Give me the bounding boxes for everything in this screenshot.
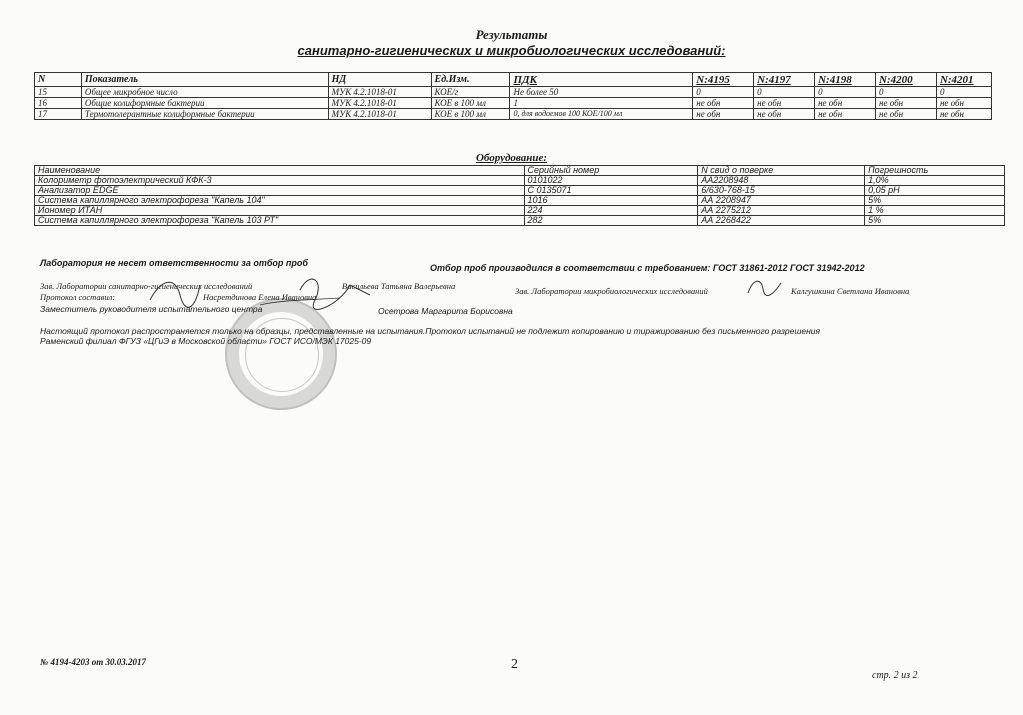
results-table [34,72,992,120]
cell: не обн [876,109,937,120]
cell: 0 [936,87,991,98]
table-row [35,176,1005,186]
cell: МУК 4.2.1018-01 [328,98,431,109]
equipment-table [34,165,1005,226]
protocol-name: Насретдинова Елена Ивановна [203,292,317,302]
cell: Термотолерантные колиформные бактерии [81,109,328,120]
micro-name: Калгушкина Светлана Ивановна [791,286,910,296]
deputy-role: Заместитель руководителя испытательного центра [40,304,263,314]
deputy-name: Осетрова Маргарита Борисовна [378,306,513,316]
lab-disclaimer: Лаборатория не несет ответственности за отбор проб [40,258,308,268]
cell: 16 [35,98,82,109]
cell: 0 [754,87,815,98]
micro-role: Зав. Лаборатории микробиологических исследований [515,286,708,296]
cell: 282 [524,216,698,226]
cell: 0 [876,87,937,98]
cell: 0 [693,87,754,98]
protocol-role: Протокол составил: [40,292,116,302]
signature-micro [745,275,785,299]
col-nd: НД [328,73,431,87]
cell: 15 [35,87,82,98]
cell: КОЕ в 100 мл [431,109,510,120]
cell: АА 2275212 [698,206,865,216]
table-row [35,206,1005,216]
col-4195: N:4195 [693,73,754,87]
cell: 0101022 [524,176,698,186]
sanhyg-name: Васильева Татьяна Валерьевна [342,281,456,291]
cell: не обн [815,109,876,120]
cell: 0 [815,87,876,98]
cell: Система капиллярного электрофореза "Капель 104" [35,196,525,206]
col-name: Наименование [35,166,525,176]
cell: не обн [876,98,937,109]
cell: 1 % [865,206,1005,216]
cell: не обн [815,98,876,109]
cell: Не более 50 [510,87,693,98]
table-row [35,186,1005,196]
cell: 0,05 pH [865,186,1005,196]
cell: МУК 4.2.1018-01 [328,87,431,98]
document-number: № 4194-4203 от 30.03.2017 [40,657,146,667]
cell: не обн [754,109,815,120]
handwritten-signatures [140,270,380,320]
col-indicator: Показатель [81,73,328,87]
cell: Общие колиформные бактерии [81,98,328,109]
col-serial: Серийный номер [524,166,698,176]
disclaimer-line2: Раменский филиал ФГУЗ «ЦГиЭ в Московской области» ГОСТ ИСО/МЭК 17025-09 [40,336,372,346]
col-4200: N:4200 [876,73,937,87]
page-number: 2 [511,657,518,672]
col-4198: N:4198 [815,73,876,87]
table-row [35,87,992,98]
sanhyg-role: Зав. Лаборатории санитарно-гигиенических исследований [40,281,253,291]
results-header-row [35,73,992,87]
cell: Иономер ИТАН [35,206,525,216]
cell: 224 [524,206,698,216]
equipment-title: Оборудование: [475,152,548,164]
col-4197: N:4197 [754,73,815,87]
cell: КОЕ в 100 мл [431,98,510,109]
cell: 1016 [524,196,698,206]
cell: 17 [35,109,82,120]
results-subtitle: санитарно-гигиенических и микробиологических исследований: [297,43,726,58]
cell: МУК 4.2.1018-01 [328,109,431,120]
cell: С 0135071 [524,186,698,196]
page-of: стр. 2 из 2 [872,670,918,681]
table-row [35,216,1005,226]
col-n: N [35,73,82,87]
cell: 5% [865,196,1005,206]
sampling-standard: Отбор проб производился в соответствии с требованием: ГОСТ 31861-2012 ГОСТ 31942-2012 [430,263,865,273]
cell: не обн [936,109,991,120]
cell: не обн [693,109,754,120]
col-pdk: ПДК [510,73,693,87]
results-title: Результаты [475,27,548,42]
equipment-header-row [35,166,1005,176]
cell: 0, для водоемов 100 КОЕ/100 мл [510,109,693,120]
col-error: Погрешность [865,166,1005,176]
cell: АА2208948 [698,176,865,186]
col-4201: N:4201 [936,73,991,87]
table-row [35,196,1005,206]
col-unit: Ед.Изм. [431,73,510,87]
table-row [35,109,992,120]
cell: не обн [936,98,991,109]
col-certificate: N свид о поверке [698,166,865,176]
cell: Общее микробное число [81,87,328,98]
cell: 5% [865,216,1005,226]
cell: не обн [754,98,815,109]
disclaimer-line1: Настоящий протокол распространяется только на образцы, представленные на испытания.Протокол испытаний не подлежит копированию и тиражированию без письменного разрешения [40,326,821,336]
cell: Колориметр фотоэлектрический КФК-3 [35,176,525,186]
cell: 1,0% [865,176,1005,186]
cell: 1 [510,98,693,109]
cell: КОЕ/г [431,87,510,98]
cell: АА 2208947 [698,196,865,206]
cell: 6/630-768-15 [698,186,865,196]
table-row [35,98,992,109]
cell: Анализатор EDGE [35,186,525,196]
cell: АА 2268422 [698,216,865,226]
cell: Система капиллярного электрофореза "Капель 103 РТ" [35,216,525,226]
cell: не обн [693,98,754,109]
